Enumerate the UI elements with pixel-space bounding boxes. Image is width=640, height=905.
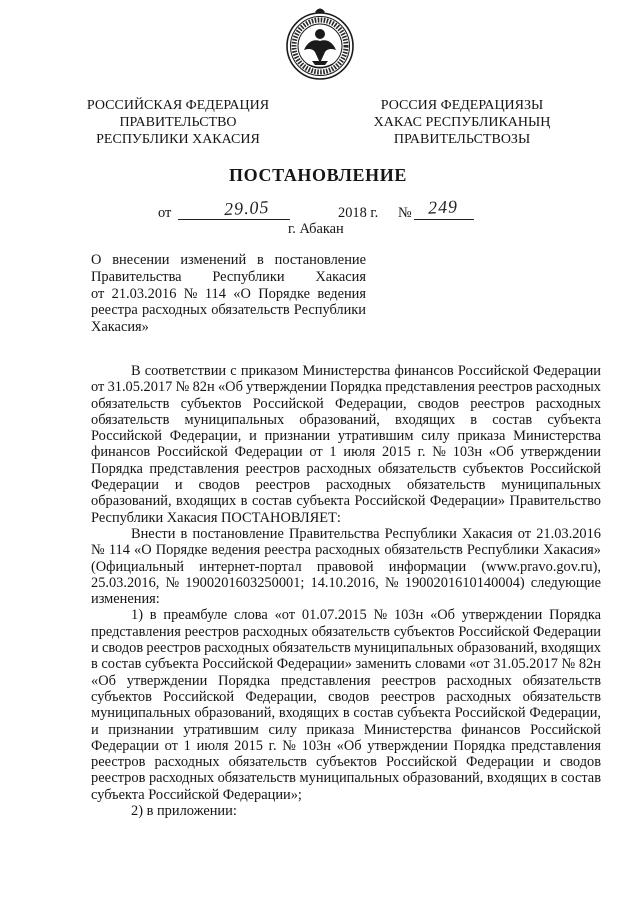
text-line: образований, входящих в состав субъекта Российской Федерации» Правительство: [91, 493, 601, 510]
paragraph: [91, 607, 601, 803]
number-sign: №: [398, 205, 412, 221]
date-prefix: от: [158, 205, 172, 221]
number-handwritten: 249: [427, 196, 459, 218]
text-line: муниципальных образований, входящих в состав субъекта Российской Федерации,: [91, 705, 601, 722]
city-label: г. Абакан: [288, 221, 344, 237]
header-right-column: [352, 97, 572, 148]
text-line: (Официальный интернет-портал правовой информации (www.pravo.gov.ru),: [91, 558, 601, 575]
subject-line: от 21.03.2016 № 114 «О Порядке ведения: [91, 285, 366, 302]
text-line: реестров расходных обязательств муниципальных образований, входящих в состав: [91, 770, 601, 787]
header-left-line: РЕСПУБЛИКИ ХАКАСИЯ: [96, 132, 260, 147]
document-title: ПОСТАНОВЛЕНИЕ: [229, 165, 407, 185]
text-line: субъекта Российской Федерации»;: [91, 786, 302, 803]
text-line: «Об утверждении Порядка представления реестров расходных обязательств: [91, 672, 601, 689]
text-line: от 31.05.2017 № 82н «Об утверждении Порядка представления реестров расходных: [91, 379, 601, 396]
text-line: обязательств субъектов Российской Федерации, сводов реестров расходных: [91, 395, 601, 412]
text-line: № 114 «О Порядке ведения реестра расходных обязательств Республики Хакасия»: [91, 542, 601, 559]
text-line: Порядка представления реестров расходных обязательств субъектов Российской: [91, 460, 601, 477]
text-line: 1) в преамбуле слова «от 01.07.2015 № 103н «Об утверждении Порядка: [131, 607, 601, 624]
text-line: Республики Хакасия ПОСТАНОВЛЯЕТ:: [91, 509, 341, 526]
text-line: финансов Российской Федерации от 1 июля 2015 г. № 103н «Об утверждении: [91, 444, 601, 461]
number-field: [414, 219, 474, 220]
text-line: обязательств муниципальных образований, входящих в состав субъекта: [91, 411, 601, 428]
header-right-line: ХАКАС РЕСПУБЛИКАНЫҢ: [373, 115, 551, 130]
text-line: в состав субъекта Российской Федерации» заменить словами «от 31.05.2017 № 82н: [91, 656, 601, 673]
paragraph: [91, 363, 601, 526]
header-left-line: ПРАВИТЕЛЬСТВО: [119, 115, 237, 130]
text-line: и сводов реестров расходных обязательств муниципальных образований, входящих: [91, 640, 601, 657]
paragraph: [91, 526, 601, 607]
subject-line: Хакасия»: [91, 319, 149, 336]
subject-block: [91, 252, 366, 336]
coat-of-arms-emblem: [284, 4, 356, 84]
text-line: Федерации от 1 июля 2015 г. № 103н «Об утверждении Порядка представления: [91, 737, 601, 754]
paragraph: [91, 803, 601, 819]
subject-line: О внесении изменений в постановление: [91, 252, 366, 268]
text-line: Внести в постановление Правительства Республики Хакасия от 21.03.2016: [131, 525, 601, 542]
date-field: [178, 219, 290, 220]
text-line: 25.03.2016, № 1900201603250001; 14.10.2016, № 1900201610140004) следующие: [91, 574, 601, 591]
year-label: 2018 г.: [338, 205, 379, 221]
subject-line: Правительства Республики Хакасия: [91, 268, 366, 285]
header-right-line: ПРАВИТЕЛЬСТВОЗЫ: [393, 132, 531, 147]
text-line: В соответствии с приказом Министерства финансов Российской Федерации: [131, 363, 601, 379]
text-line: субъектов Российской Федерации, сводов реестров расходных обязательств: [91, 688, 601, 705]
text-line: Федерации и сводов реестров расходных обязательств муниципальных: [91, 477, 601, 494]
header-left-line: РОССИЙСКАЯ ФЕДЕРАЦИЯ: [86, 98, 270, 113]
text-line: и признании утратившим силу приказа Министерства финансов Российской: [91, 721, 601, 738]
body-text: [91, 363, 601, 819]
text-line: реестров расходных обязательств субъектов Российской Федерации и сводов: [91, 754, 601, 771]
text-line: Российской Федерации, и признании утратившим силу приказа Министерства: [91, 428, 601, 445]
date-handwritten: 29.05: [223, 196, 270, 220]
header-right-line: РОССИЯ ФЕДЕРАЦИЯЗЫ: [380, 98, 544, 113]
text-line: изменения:: [91, 591, 160, 608]
text-line: 2) в приложении:: [131, 803, 237, 820]
text-line: представления реестров расходных обязательств субъектов Российской Федерации: [91, 623, 601, 640]
subject-line: реестра расходных обязательств Республики: [91, 302, 366, 319]
header-left-column: [68, 97, 288, 148]
